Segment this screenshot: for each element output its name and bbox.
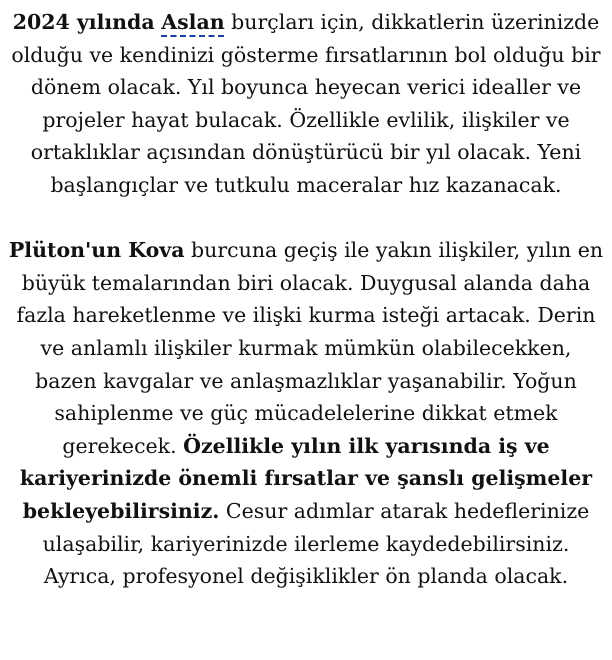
paragraph-spacer [0,202,612,235]
sign-link[interactable]: Aslan [161,10,225,34]
pluto-heading: Plüton'un Kova [8,238,185,263]
year-phrase: 2024 yılında [12,10,155,34]
closing-text: Cesur adımlar atarak hedeflerinize ulaşabilir, kariyerinizde ilerleme kaydedebilirsiniz. Ayrıca, profesyonel değişiklikler ön planda olacak. [42,498,590,589]
horoscope-article [0,6,612,593]
pluto-text: burcuna geçiş ile yakın ilişkiler, yılın en büyük temalarından biri olacak. Duygusal alanda daha fazla hareketlenme ve ilişki kurma isteği artacak. Derin ve anlamlı ilişkiler kurmak mümkün olabilecekken, bazen kavgalar ve anlaşmazlıklar yaşanabilir. Yoğun sahiplenme ve güç mücadelelerine dikkat etmek gerekecek. [16,238,604,458]
pluto-paragraph [0,234,612,593]
intro-paragraph [0,6,612,202]
intro-text: burçları için, dikkatlerin üzerinizde olduğu ve kendinizi gösterme fırsatlarının bol olduğu bir dönem olacak. Yıl boyunca heyecan verici idealler ve projeler hayat bulacak. Özellikle evlilik, ilişkiler ve ortaklıklar açısından dönüştürücü bir yıl olacak. Yeni başlangıçlar ve tutkulu maceralar hız kazanacak. [11,10,601,197]
career-highlight: Özellikle yılın ilk yarısında iş ve kariyerinizde önemli fırsatlar ve şanslı gelişmeler bekleyebilirsiniz. [19,433,593,523]
